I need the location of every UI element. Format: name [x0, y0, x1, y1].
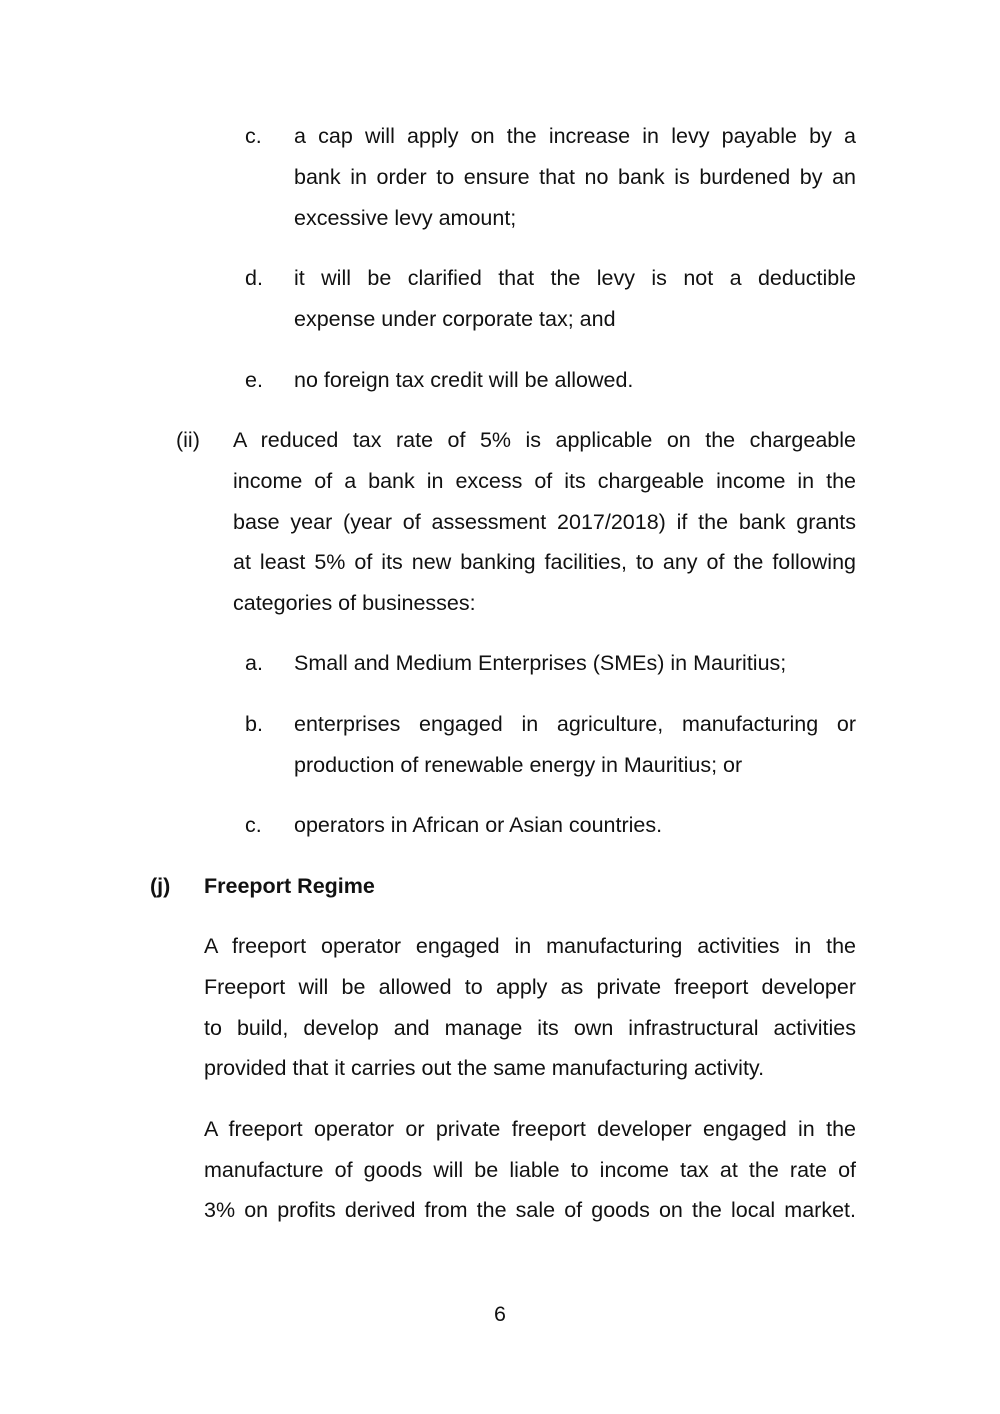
- list-item-text: no foreign tax credit will be allowed.: [294, 368, 634, 392]
- paragraph-line: A freeport operator engaged in manufacturing activities in the: [204, 934, 856, 958]
- page-number: 6: [494, 1302, 506, 1326]
- paragraph-line: 3% on profits derived from the sale of goods on the local market.: [204, 1198, 856, 1222]
- list-item-text: a cap will apply on the increase in levy payable by a: [294, 124, 856, 148]
- list-item-text: it will be clarified that the levy is not a deductible: [294, 266, 856, 290]
- list-marker: e.: [245, 368, 263, 392]
- clause-text: income of a bank in excess of its chargeable income in the: [233, 469, 856, 493]
- section-heading: Freeport Regime: [204, 874, 375, 898]
- list-item-text: Small and Medium Enterprises (SMEs) in Mauritius;: [294, 651, 787, 675]
- paragraph-line: Freeport will be allowed to apply as private freeport developer: [204, 975, 856, 999]
- list-marker: c.: [245, 813, 262, 837]
- paragraph-line: manufacture of goods will be liable to income tax at the rate of: [204, 1158, 856, 1182]
- list-marker: c.: [245, 124, 262, 148]
- paragraph-line: A freeport operator or private freeport developer engaged in the: [204, 1117, 856, 1141]
- list-item-text: expense under corporate tax; and: [294, 307, 616, 331]
- list-marker: a.: [245, 651, 263, 675]
- clause-marker: (ii): [176, 428, 200, 452]
- clause-text: A reduced tax rate of 5% is applicable on the chargeable: [233, 428, 856, 452]
- list-item-text: operators in African or Asian countries.: [294, 813, 663, 837]
- paragraph-line: provided that it carries out the same manufacturing activity.: [204, 1056, 765, 1080]
- list-item-text: excessive levy amount;: [294, 206, 517, 230]
- clause-text: base year (year of assessment 2017/2018) if the bank grants: [233, 510, 856, 534]
- list-item-text: production of renewable energy in Mauritius; or: [294, 753, 743, 777]
- paragraph-line: to build, develop and manage its own infrastructural activities: [204, 1016, 856, 1040]
- clause-text: at least 5% of its new banking facilities, to any of the following: [233, 550, 856, 574]
- list-item-text: enterprises engaged in agriculture, manufacturing or: [294, 712, 856, 736]
- list-marker: b.: [245, 712, 263, 736]
- clause-text: categories of businesses:: [233, 591, 476, 615]
- list-marker: d.: [245, 266, 263, 290]
- section-marker: (j): [150, 874, 171, 898]
- list-item-text: bank in order to ensure that no bank is burdened by an: [294, 165, 856, 189]
